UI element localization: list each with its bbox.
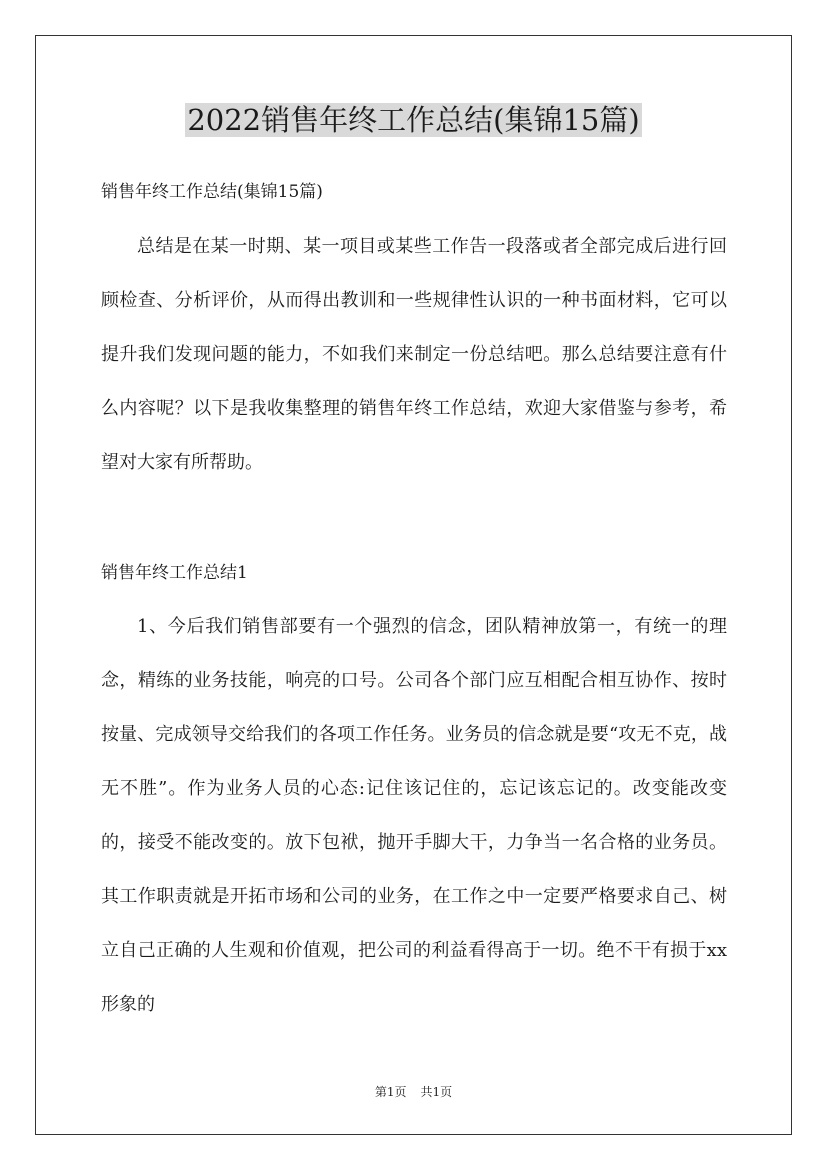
section-paragraph: 1、今后我们销售部要有一个强烈的信念，团队精神放第一，有统一的理念，精练的业务技能，响亮的口号。公司各个部门应互相配合相互协作、按时按量、完成领导交给我们的各项工作任务。业务员的信念就是要“攻无不克，战无不胜”。作为业务人员的心态:记住该记住的，忘记该忘记的。改变能改变的，接受不能改变的。放下包袱，抛开手脚大干，力争当一名合格的业务员。其工作职责就是开拓市场和公司的业务，在工作之中一定要严格要求自己、树立自己正确的人生观和价值观，把公司的利益看得高于一切。绝不干有损于xx形象的 — [101, 616, 727, 1015]
document-title-text: 2022销售年终工作总结(集锦15篇) — [187, 103, 640, 137]
document-title — [0, 98, 827, 142]
page-number-total: 共1页 — [420, 1085, 453, 1099]
section-heading: 销售年终工作总结1 — [101, 563, 248, 583]
page-footer — [0, 1083, 827, 1101]
page-number-current: 第1页 — [374, 1085, 407, 1099]
document-subtitle: 销售年终工作总结(集锦15篇) — [101, 182, 323, 202]
intro-paragraph: 总结是在某一时期、某一项目或某些工作告一段落或者全部完成后进行回顾检查、分析评价，从而得出教训和一些规律性认识的一种书面材料，它可以提升我们发现问题的能力，不如我们来制定一份总结吧。那么总结要注意有什么内容呢？以下是我收集整理的销售年终工作总结，欢迎大家借鉴与参考，希望对大家有所帮助。 — [101, 236, 727, 473]
